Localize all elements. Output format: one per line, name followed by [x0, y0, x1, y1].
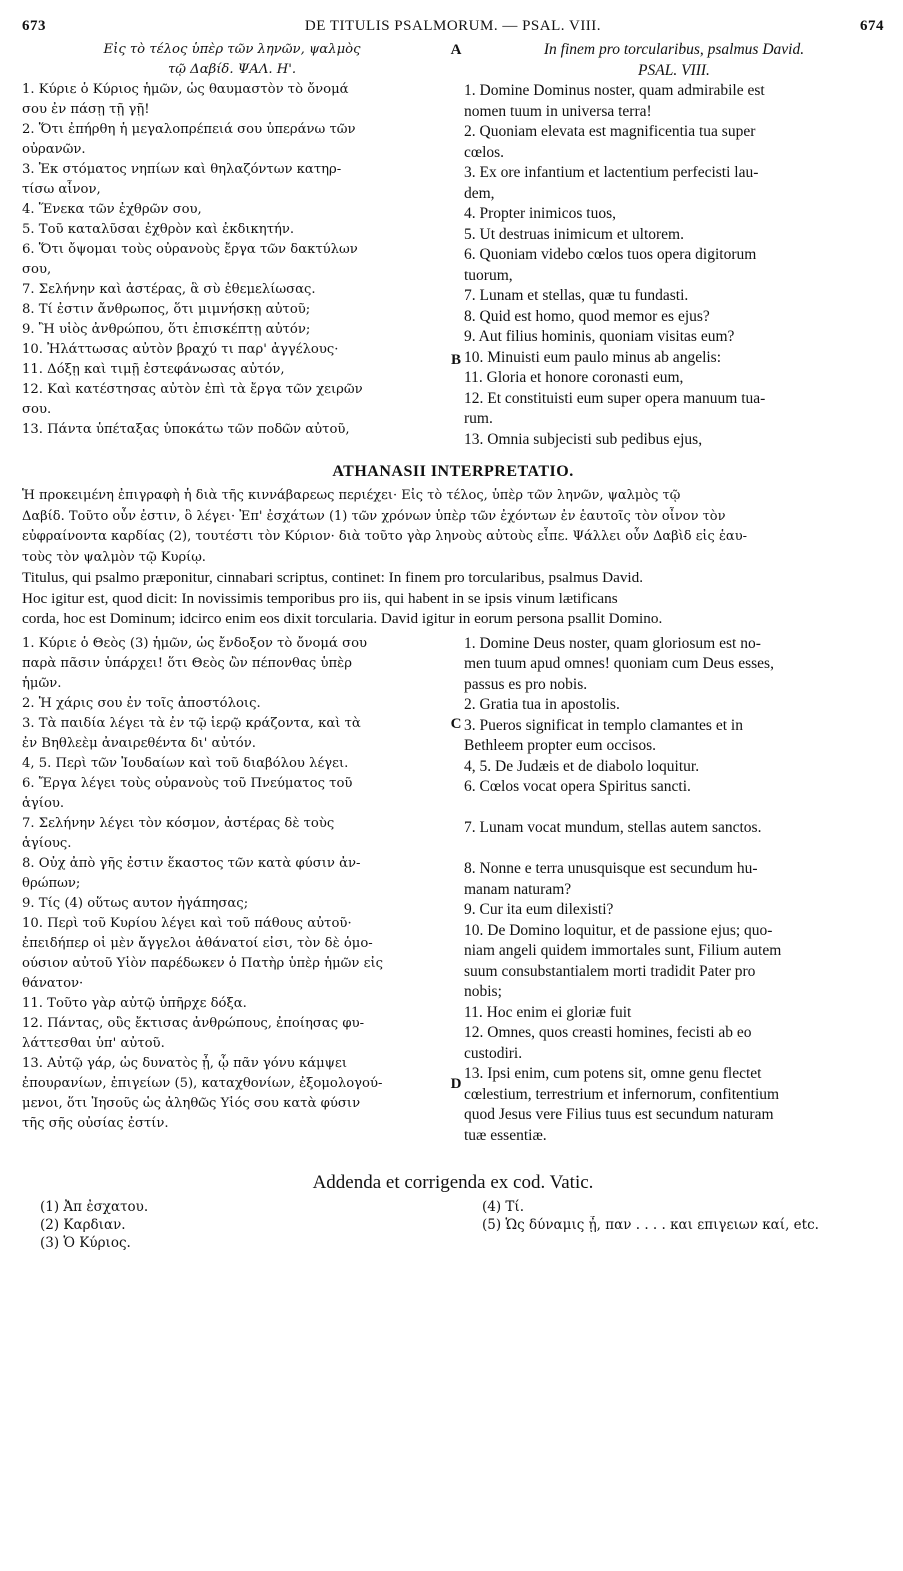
margin-marker-b: B — [450, 352, 461, 368]
section-heading: ATHANASII INTERPRETATIO. — [332, 463, 574, 480]
text-line: 1. Domine Dominus noster, quam admirabile est — [464, 82, 765, 99]
text-line: τίσω αἶνον, — [22, 182, 101, 197]
page-number-left: 673 — [22, 18, 46, 34]
text-line: corda, hoc est Dominum; idcirco enim eos dixit torcularia. David igitur in eorum persona psallit Domino. — [22, 610, 663, 627]
text-line: 6. Ὅτι ὄψομαι τοὺς οὐρανοὺς ἔργα τῶν δακτύλων — [22, 242, 358, 257]
text-line: 7. Lunam vocat mundum, stellas autem sanctos. — [464, 819, 762, 836]
text-line: τῷ Δαβίδ. ΨΑΛ. Η'. — [167, 62, 297, 77]
running-title: DE TITULIS PSALMORUM. — PSAL. VIII. — [304, 18, 602, 34]
text-line: 6. Cœlos vocat opera Spiritus sancti. — [464, 778, 691, 795]
text-line: In finem pro torcularibus, psalmus David. — [543, 41, 805, 58]
text-line: 8. Quid est homo, quod memor es ejus? — [464, 307, 710, 325]
text-line: σου, — [22, 262, 52, 277]
text-line: PSAL. VIII. — [638, 61, 710, 79]
text-line: 10. De Domino loquitur, et de passione ejus; quo- — [464, 921, 773, 939]
margin-marker-c: C — [450, 715, 462, 732]
text-line: 11. Τοῦτο γὰρ αὐτῷ ὑπῆρχε δόξα. — [22, 995, 247, 1011]
text-line: ἐπειδήπερ οἱ μὲν ἄγγελοι ἀθάνατοί εἰσι, τὸν δὲ ὁμο- — [22, 935, 373, 951]
psalm-greek-column — [22, 40, 442, 440]
text-line: (4) Τί. — [482, 1198, 525, 1215]
text-line: Εἰς τὸ τέλος ὑπὲρ τῶν ληνῶν, ψαλμὸς — [103, 42, 361, 57]
text-line: nobis; — [464, 983, 502, 1000]
text-line: τοὺς τὸν ψαλμὸν τῷ Κυρίῳ. — [22, 549, 206, 565]
text-line: 13. Omnia subjecisti sub pedibus ejus, — [464, 430, 703, 448]
text-line: 2. Gratia tua in apostolis. — [464, 696, 620, 713]
text-line: ούσιον αὐτοῦ Υἱὸν παρέδωκεν ὁ Πατὴρ ὑπὲρ ἡμῶν εἰς — [22, 955, 384, 971]
text-line: σου. — [22, 402, 52, 417]
text-line: 1. Κύριε ὁ Κύριος ἡμῶν, ὡς θαυμαστὸν τὸ ὄνομά — [22, 82, 349, 97]
text-line: 3. Ex ore infantium et lactentium perfecisti lau- — [464, 164, 759, 181]
text-line: (2) Καρδιαν. — [40, 1216, 126, 1233]
commentary-section — [22, 634, 884, 1154]
commentary-greek-column — [22, 634, 442, 1134]
text-line: ἁγίου. — [22, 795, 65, 811]
text-line: 3. Ἐκ στόματος νηπίων καὶ θηλαζόντων κατηρ- — [22, 162, 342, 177]
text-line: suum consubstantialem morti tradidit Pater pro — [464, 962, 756, 980]
running-header — [22, 14, 884, 40]
text-line: 5. Τοῦ καταλῦσαι ἐχθρὸν καὶ ἐκδικητήν. — [22, 222, 295, 237]
text-line: 8. Nonne e terra unusquisque est secundum hu- — [464, 860, 758, 877]
text-line: 11. Δόξῃ καὶ τιμῇ ἐστεφάνωσας αὐτόν, — [22, 362, 285, 377]
text-line: (5) Ὡς δύναμις ᾖ, παν . . . . και επιγειων καί, etc. — [482, 1216, 819, 1233]
text-line: λάττεσθαι ὑπ' αὐτοῦ. — [22, 1035, 165, 1051]
text-line: 3. Pueros significat in templo clamantes et in — [464, 716, 743, 734]
text-line: 2. Ἡ χάρις σου ἐν τοῖς ἀποστόλοις. — [22, 695, 261, 711]
text-line: tuæ essentiæ. — [464, 1126, 547, 1144]
text-line: custodiri. — [464, 1044, 523, 1062]
text-line: μενοι, ὅτι Ἰησοῦς ὡς ἀληθῶς Υἱός σου κατὰ φύσιν — [22, 1095, 361, 1111]
text-line: 12. Et constituisti eum super opera manuum tua- — [464, 389, 766, 407]
intro-greek-paragraph — [22, 486, 884, 568]
psalm-latin-column — [464, 40, 884, 450]
text-line: nomen tuum in universa terra! — [464, 102, 652, 120]
text-line: Titulus, qui psalmo præponitur, cinnabari scriptus, continet: In finem pro torcularibus, psalmus David. — [22, 569, 644, 586]
text-line: Ἡ προκειμένη ἐπιγραφὴ ἡ διὰ τῆς κιννάβαρεως περιέχει· Εἰς τὸ τέλος, ὑπὲρ τῶν ληνῶν, ψαλμὸς τῷ — [22, 488, 681, 503]
text-line: 13. Ipsi enim, cum potens sit, omne genu flectet — [464, 1065, 762, 1082]
text-line: θάνατον· — [22, 975, 84, 991]
text-line: 9. Aut filius hominis, quoniam visitas eum? — [464, 328, 735, 345]
text-line: ἐν Βηθλεὲμ ἀναιρεθέντα δι' αὐτόν. — [22, 735, 256, 751]
text-line: 13. Αὐτῷ γάρ, ὡς δυνατὸς ᾖ, ᾧ πᾶν γόνυ κάμψει — [22, 1055, 348, 1071]
commentary-latin-column — [464, 634, 884, 1147]
text-line: 6. Quoniam videbo cœlos tuos opera digitorum — [464, 246, 757, 263]
text-line: passus es pro nobis. — [464, 675, 588, 693]
text-line: 8. Τί ἐστιν ἄνθρωπος, ὅτι μιμνήσκῃ αὐτοῦ; — [22, 302, 311, 317]
text-line: θρώπων; — [22, 875, 81, 891]
text-line: cœlos. — [464, 143, 505, 161]
page-number-right: 674 — [860, 18, 884, 34]
notes-right-column — [482, 1198, 819, 1234]
text-line: 10. Ἠλάττωσας αὐτὸν βραχύ τι παρ' ἀγγέλους· — [22, 342, 339, 357]
text-line: Bethleem propter eum occisos. — [464, 737, 656, 754]
text-line: 10. Minuisti eum paulo minus ab angelis: — [464, 348, 722, 366]
margin-marker-a: A — [450, 42, 462, 58]
text-line: οὐρανῶν. — [22, 142, 86, 157]
text-line: Δαβίδ. Τοῦτο οὖν ἐστιν, ὃ λέγει· Ἐπ' ἐσχάτων (1) τῶν χρόνων ὑπὲρ τῶν ἐχόντων ἐν ἑαυτοῖς τὸν οἶνον τὸν — [22, 508, 726, 524]
text-line: 2. Ὅτι ἐπήρθη ἡ μεγαλοπρέπειά σου ὑπεράνω τῶν — [22, 122, 356, 137]
text-line: 7. Lunam et stellas, quæ tu fundasti. — [464, 287, 689, 304]
text-line: 12. Πάντας, οὓς ἔκτισας ἀνθρώπους, ἐποίησας φυ- — [22, 1015, 365, 1031]
text-line: 3. Τὰ παιδία λέγει τὰ ἐν τῷ ἱερῷ κράζοντα, καὶ τὰ — [22, 715, 361, 731]
text-line: ἁγίους. — [22, 835, 72, 851]
text-line: 7. Σελήνην καὶ ἀστέρας, ἃ σὺ ἐθεμελίωσας. — [22, 282, 316, 297]
text-line: 2. Quoniam elevata est magnificentia tua super — [464, 123, 756, 140]
text-line — [464, 798, 884, 819]
text-line: cœlestium, terrestrium et infernorum, confitentium — [464, 1085, 780, 1103]
text-line: τῆς σῆς οὐσίας ἐστίν. — [22, 1115, 169, 1131]
text-line: 6. Ἔργα λέγει τοὺς οὐρανοὺς τοῦ Πνεύματος τοῦ — [22, 775, 353, 791]
text-line: παρὰ πᾶσιν ὑπάρχει! ὅτι Θεὸς ὢν πέπονθας ὑπὲρ — [22, 655, 352, 671]
text-line: 9. Ἢ υἱὸς ἀνθρώπου, ὅτι ἐπισκέπτῃ αὐτόν; — [22, 322, 311, 337]
text-line: 1. Domine Deus noster, quam gloriosum est no- — [464, 634, 761, 652]
notes-left-column — [40, 1198, 148, 1252]
text-line: 11. Gloria et honore coronasti eum, — [464, 369, 684, 386]
text-line: 4. Propter inimicos tuos, — [464, 205, 616, 222]
addenda-title: Addenda et corrigenda ex cod. Vatic. — [312, 1171, 594, 1193]
text-line: quod Jesus vere Filius tuus est secundum naturam — [464, 1106, 774, 1123]
page — [22, 14, 884, 1268]
text-line: σου ἐν πάσῃ τῇ γῇ! — [22, 102, 150, 117]
text-line: 9. Τίς (4) οὕτως αυτον ἠγάπησας; — [22, 895, 249, 911]
text-line: 13. Πάντα ὑπέταξας ὑποκάτω τῶν ποδῶν αὐτοῦ, — [22, 422, 350, 437]
addenda-notes — [22, 1198, 884, 1268]
text-line: tuorum, — [464, 266, 513, 284]
text-line: ἡμῶν. — [22, 675, 62, 691]
intro-latin-paragraph — [22, 568, 884, 630]
text-line: (3) Ὁ Κύριος. — [40, 1234, 131, 1251]
text-line: 4, 5. Περὶ τῶν Ἰουδαίων καὶ τοῦ διαβόλου λέγει. — [22, 755, 349, 771]
text-line: 11. Hoc enim ei gloriæ fuit — [464, 1003, 632, 1021]
psalm-text-section — [22, 40, 884, 454]
margin-marker-d: D — [450, 1075, 462, 1092]
text-line: ἐπουρανίων, ἐπιγείων (5), καταχθονίων, ἐξομολογού- — [22, 1075, 383, 1091]
text-line: rum. — [464, 410, 493, 427]
text-line: εὐφραίνοντα καρδίας (2), τουτέστι τὸν Κύριον· διὰ τοῦτο γὰρ ληνοὺς αὐτοὺς εἶπε. Ψάλλει οὖν Δαβὶδ εἰς ἑαυ- — [22, 529, 747, 544]
text-line: manam naturam? — [464, 880, 572, 898]
text-line: 4. Ἕνεκα τῶν ἐχθρῶν σου, — [22, 202, 202, 217]
text-line: 5. Ut destruas inimicum et ultorem. — [464, 225, 684, 243]
text-line — [464, 839, 884, 860]
text-line: 8. Οὐχ ἀπὸ γῆς ἐστιν ἕκαστος τῶν κατὰ φύσιν ἀν- — [22, 855, 361, 871]
text-line: 7. Σελήνην λέγει τὸν κόσμον, ἀστέρας δὲ τοὺς — [22, 815, 335, 831]
text-line: 12. Omnes, quos creasti homines, fecisti ab eo — [464, 1024, 752, 1041]
text-line: Hoc igitur est, quod dicit: In novissimis temporibus pro iis, qui habent in se ipsis vinum lætificans — [22, 589, 618, 607]
text-line: niam angeli quidem immortales sunt, Filium autem — [464, 942, 782, 959]
text-line: 1. Κύριε ὁ Θεὸς (3) ἡμῶν, ὡς ἔνδοξον τὸ ὄνομά σου — [22, 635, 368, 651]
text-line: 4, 5. De Judæis et de diabolo loquitur. — [464, 757, 700, 775]
text-line: (1) Ἀπ ἐσχατου. — [40, 1198, 149, 1215]
text-line: 12. Καὶ κατέστησας αὐτὸν ἐπὶ τὰ ἔργα τῶν χειρῶν — [22, 382, 363, 397]
text-line: 10. Περὶ τοῦ Κυρίου λέγει καὶ τοῦ πάθους αὐτοῦ· — [22, 915, 352, 931]
text-line: 9. Cur ita eum dilexisti? — [464, 901, 614, 918]
text-line: men tuum apud omnes! quoniam cum Deus esses, — [464, 655, 774, 672]
text-line: dem, — [464, 184, 495, 202]
